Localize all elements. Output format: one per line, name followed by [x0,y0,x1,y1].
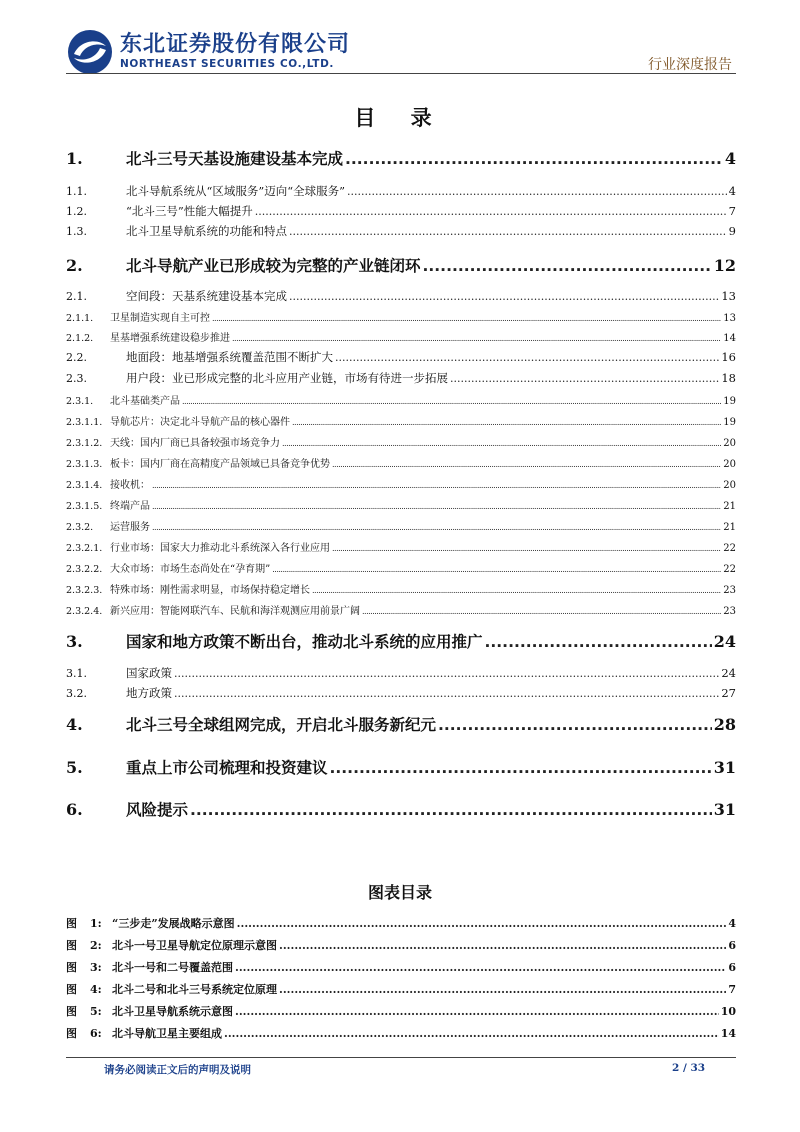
toc-entry[interactable] [66,539,736,554]
toc-leader-dots [450,372,719,385]
toc-entry-number: 1.1. [66,185,87,198]
toc-entry-page: 7 [728,204,736,218]
toc-leader-dots [152,502,721,511]
figure-text: 北斗一号卫星导航定位原理示意图 [112,939,277,952]
toc-entry-number: 2.3. [66,372,87,385]
figure-leader-dots [235,1005,719,1018]
toc-entry-page: 20 [723,459,736,470]
toc-title: 目 录 [354,106,446,130]
report-type-label: 行业深度报告 [648,57,732,73]
toc-entry-page: 19 [723,396,736,407]
toc-entry[interactable] [66,455,736,470]
toc-entry-page: 18 [721,371,736,385]
company-logo-icon [66,28,114,76]
toc-leader-dots [345,150,723,168]
toc-entry-number: 3.2. [66,687,87,700]
toc-entry-text: 板卡：国内厂商在高精度产品领域已具备竞争优势 [110,459,330,470]
page-header [66,28,736,78]
toc-leader-dots [174,687,719,700]
toc-entry[interactable] [66,434,736,449]
toc-leader-dots [182,397,721,406]
toc-leader-dots [282,439,721,448]
toc-entry-text: 国家政策 [126,666,172,680]
figure-number: 5: [90,1005,102,1018]
toc-entry-number: 4. [66,715,83,734]
figure-entry[interactable] [66,959,736,975]
toc-entry-number: 3. [66,632,83,651]
page-number: 2 / 33 [672,1062,706,1074]
toc-entry-number: 2.3.2.3. [66,585,103,596]
toc-entry-text: 卫星制造实现自主可控 [110,313,210,324]
toc-entry-number: 2.3.1.3. [66,459,103,470]
footer-divider [66,1057,736,1058]
toc-leader-dots [332,460,721,469]
toc-entry[interactable] [66,756,736,778]
toc-entry[interactable] [66,147,736,169]
toc-entry-text: 北斗导航产业已形成较为完整的产业链闭环 [126,257,421,275]
toc-entry-number: 1.2. [66,205,87,218]
toc-entry-page: 4 [724,149,736,168]
toc-entry-text: 接收机： [110,480,150,491]
toc-entry-number: 2.3.2.4. [66,606,103,617]
toc-entry-page: 23 [723,606,736,617]
toc-entry-text: 北斗卫星导航系统的功能和特点 [126,224,287,238]
figure-label: 图 [66,983,77,996]
toc-entry-page: 22 [723,564,736,575]
toc-leader-dots [289,290,719,303]
toc-entry-page: 19 [723,417,736,428]
toc-leader-dots [362,607,721,616]
toc-entry-text: 星基增强系统建设稳步推进 [110,333,230,344]
toc-entry[interactable] [66,288,736,304]
toc-entry[interactable] [66,392,736,407]
toc-entry-page: 9 [728,224,736,238]
figure-text: 北斗卫星导航系统示意图 [112,1005,233,1018]
toc-entry-text: 用户段：业已形成完整的北斗应用产业链，市场有待进一步拓展 [126,371,448,385]
company-logo [66,28,350,76]
figure-label: 图 [66,1005,77,1018]
toc-entry-page: 12 [713,256,736,275]
toc-leader-dots [332,544,721,553]
toc-entry[interactable] [66,254,736,276]
toc-entry[interactable] [66,183,736,199]
toc-entry-number: 2.1. [66,290,87,303]
toc-entry-number: 2.3.1.4. [66,480,103,491]
toc-entry-page: 28 [713,715,736,734]
toc-entry-number: 2.1.1. [66,313,94,324]
toc-leader-dots [347,185,727,198]
figure-label: 图 [66,1027,77,1040]
toc-entry-page: 23 [723,585,736,596]
toc-entry[interactable] [66,630,736,652]
toc-entry-number: 2.3.1.1. [66,417,103,428]
toc-leader-dots [232,334,721,343]
toc-leader-dots [438,716,712,734]
toc-entry-text: 导航芯片：决定北斗导航产品的核心器件 [110,417,290,428]
toc-leader-dots [272,565,721,574]
footer-notice: 请务必阅读正文后的声明及说明 [104,1064,251,1076]
toc-leader-dots [330,759,712,777]
figure-number: 3: [90,961,102,974]
toc-entry-text: 风险提示 [126,801,189,819]
toc-entry-page: 13 [723,313,736,324]
toc-leader-dots [292,418,721,427]
toc-entry-page: 27 [721,686,736,700]
toc-leader-dots [423,257,712,275]
toc-leader-dots [212,314,721,323]
toc-entry-text: 行业市场：国家大力推动北斗系统深入各行业应用 [110,543,330,554]
toc-entry-number: 3.1. [66,667,87,680]
figure-page: 4 [728,917,736,930]
figure-number: 6: [90,1027,102,1040]
toc-entry-page: 24 [713,632,736,651]
toc-leader-dots [174,667,719,680]
figure-leader-dots [224,1027,719,1040]
toc-entry-text: “北斗三号”性能大幅提升 [126,204,253,218]
toc-entry[interactable] [66,497,736,512]
toc-entry[interactable] [66,309,736,324]
toc-entry-text: 重点上市公司梳理和投资建议 [126,759,328,777]
toc-entry-number: 2. [66,256,83,275]
figure-page: 6 [728,961,736,974]
toc-entry-number: 2.3.2.1. [66,543,103,554]
toc-entry-number: 5. [66,758,83,777]
toc-entry[interactable] [66,665,736,681]
toc-entry-text: 地方政策 [126,686,172,700]
toc-entry-text: 北斗导航系统从“区域服务”迈向“全球服务” [126,184,346,198]
toc-entry-text: 特殊市场：刚性需求明显，市场保持稳定增长 [110,585,310,596]
toc-entry-page: 14 [723,333,736,344]
toc-entry[interactable] [66,203,736,219]
figure-leader-dots [237,917,727,930]
toc-entry-number: 1. [66,149,83,168]
figure-index-title: 图表目录 [367,883,432,902]
figure-page: 10 [720,1005,736,1018]
figure-number: 2: [90,939,102,952]
figure-text: 北斗导航卫星主要组成 [112,1027,222,1040]
figure-entry[interactable] [66,1003,736,1019]
figure-label: 图 [66,917,77,930]
toc-entry-page: 22 [723,543,736,554]
toc-entry-number: 2.3.1.2. [66,438,103,449]
toc-entry[interactable] [66,602,736,617]
toc-leader-dots [312,586,721,595]
figure-leader-dots [235,961,726,974]
figure-text: 北斗一号和二号覆盖范围 [112,961,233,974]
toc-entry[interactable] [66,413,736,428]
toc-entry-number: 6. [66,800,83,819]
toc-entry[interactable] [66,518,736,533]
toc-leader-dots [190,801,712,819]
toc-entry[interactable] [66,798,736,820]
toc-entry[interactable] [66,349,736,365]
toc-entry-text: 国家和地方政策不断出台，推动北斗系统的应用推广 [126,633,483,651]
toc-entry-page: 20 [723,480,736,491]
toc-entry[interactable] [66,370,736,386]
toc-entry-number: 2.1.2. [66,333,94,344]
toc-entry-number: 2.2. [66,351,87,364]
toc-entry-number: 2.3.1.5. [66,501,103,512]
toc-entry-page: 24 [721,666,736,680]
toc-entry-page: 31 [713,800,736,819]
figure-leader-dots [279,983,726,996]
figure-label: 图 [66,961,77,974]
toc-leader-dots [289,225,727,238]
toc-entry[interactable] [66,713,736,735]
figure-number: 1: [90,917,102,930]
toc-leader-dots [152,523,721,532]
toc-entry-text: 北斗三号全球组网完成，开启北斗服务新纪元 [126,716,437,734]
figure-page: 14 [720,1027,736,1040]
toc-entry-text: 大众市场：市场生态尚处在“孕育期” [110,564,271,575]
figure-page: 7 [728,983,736,996]
toc-entry[interactable] [66,685,736,701]
toc-leader-dots [335,351,719,364]
toc-entry-number: 2.3.2. [66,522,94,533]
toc-entry-number: 2.3.2.2. [66,564,103,575]
toc-entry-page: 16 [721,350,736,364]
figure-entry[interactable] [66,937,736,953]
toc-leader-dots [152,481,721,490]
toc-leader-dots [485,633,712,651]
toc-entry-text: 终端产品 [110,501,150,512]
toc-entry-text: 空间段：天基系统建设基本完成 [126,289,287,303]
company-name-cn: 东北证券股份有限公司 [120,32,351,57]
figure-entry[interactable] [66,1025,736,1041]
company-name-en: NORTHEAST SECURITIES CO.,LTD. [120,58,334,70]
figure-entry[interactable] [66,981,736,997]
toc-entry-text: 运营服务 [110,522,150,533]
figure-label: 图 [66,939,77,952]
toc-entry[interactable] [66,329,736,344]
toc-entry[interactable] [66,581,736,596]
toc-entry-text: 天线：国内厂商已具备较强市场竞争力 [110,438,280,449]
toc-entry-number: 1.3. [66,225,87,238]
toc-entry[interactable] [66,476,736,491]
toc-entry-page: 31 [713,758,736,777]
toc-entry-text: 新兴应用：智能网联汽车、民航和海洋观测应用前景广阔 [110,606,360,617]
figure-page: 6 [728,939,736,952]
figure-entry[interactable] [66,915,736,931]
toc-entry-page: 21 [723,501,736,512]
toc-entry-text: 北斗基础类产品 [110,396,180,407]
header-divider [66,73,736,74]
figure-leader-dots [279,939,726,952]
toc-entry[interactable] [66,560,736,575]
toc-entry-page: 21 [723,522,736,533]
figure-text: 北斗二号和北斗三号系统定位原理 [112,983,277,996]
toc-entry-page: 20 [723,438,736,449]
toc-leader-dots [255,205,727,218]
toc-entry-page: 4 [728,184,736,198]
toc-entry-text: 地面段：地基增强系统覆盖范围不断扩大 [126,350,333,364]
toc-entry-text: 北斗三号天基设施建设基本完成 [126,150,344,168]
toc-entry-number: 2.3.1. [66,396,94,407]
toc-entry-page: 13 [721,289,736,303]
figure-number: 4: [90,983,102,996]
figure-text: “三步走”发展战略示意图 [112,917,235,930]
toc-entry[interactable] [66,223,736,239]
